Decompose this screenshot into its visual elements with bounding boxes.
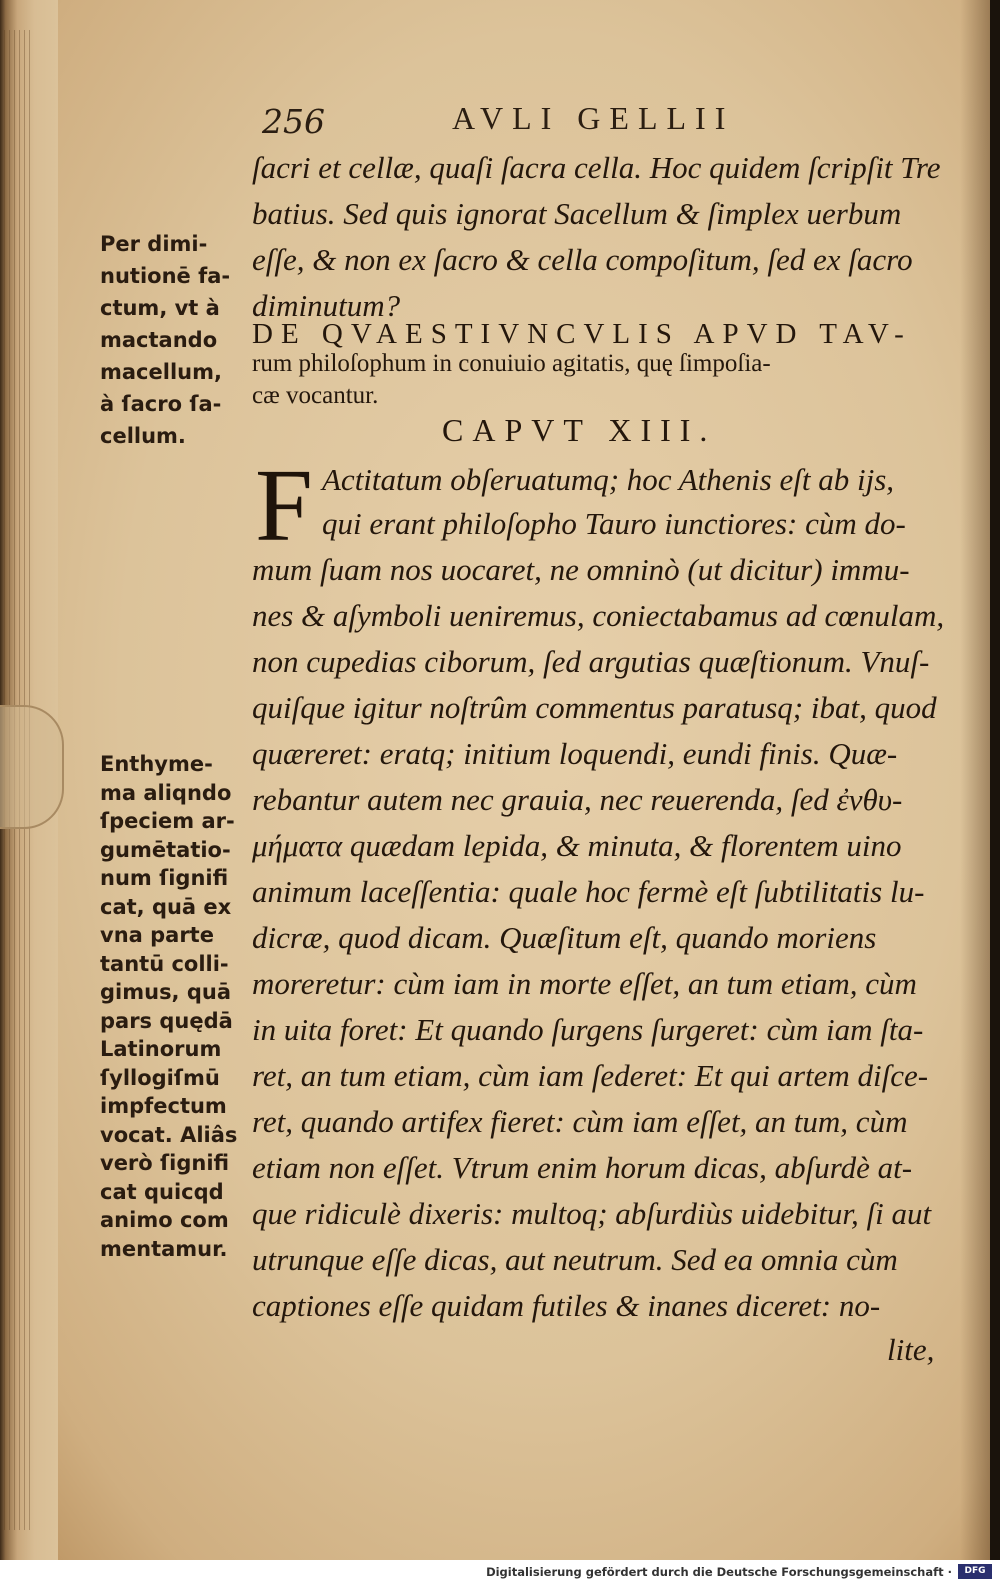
text-line: utrunque eſſe dicas, aut neutrum. Sed ea omnia cùm	[252, 1242, 898, 1277]
text-line: in uita foret: Et quando ſurgens ſurgeret: cùm iam ſta-	[252, 1012, 924, 1047]
text-line: dicræ, quod dicam. Quæſitum eſt, quando moriens	[252, 920, 877, 955]
text-line: etiam non eſſet. Vtrum enim horum dicas, abſurdè at-	[252, 1150, 913, 1185]
text-line: mum ſuam nos uocaret, ne omninò (ut dicitur) immu-	[252, 552, 910, 587]
marginal-line: ctum, vt à	[100, 296, 220, 320]
marginal-line: cellum.	[100, 424, 186, 448]
marginal-line: gimus, quā	[100, 980, 232, 1004]
text-line: ret, quando artifex fieret: cùm iam eſſet, an tum, cùm	[252, 1104, 908, 1139]
section-heading-line: rum philoſophum in conuiuio agitatis, quę ſimpoſia-	[252, 350, 771, 377]
text-line: quæreret: eratq; initium loquendi, eundi finis. Quæ-	[252, 736, 898, 771]
text-line: batius. Sed quis ignorat Sacellum & ſimplex uerbum	[252, 196, 902, 231]
marginal-line: pars quędā	[100, 1008, 233, 1033]
footer-bar	[0, 1560, 1000, 1584]
text-line: non cupedias ciborum, ſed argutias quæſtionum. Vnuſ-	[252, 644, 930, 679]
section-heading-line: DE QVAESTIVNCVLIS APVD TAV-	[252, 318, 912, 350]
marginal-line: mentamur.	[100, 1236, 228, 1261]
text-line: ret, an tum etiam, cùm iam ſederet: Et qui artem diſce-	[252, 1058, 929, 1093]
text-line: Actitatum obſeruatumq; hoc Athenis eſt ab ijs,	[322, 462, 895, 497]
marginal-line: mactando	[100, 328, 218, 352]
marginal-line: ſpeciem ar-	[100, 809, 235, 833]
marginal-line: tantū colli-	[100, 951, 229, 976]
text-line: ſacri et cellæ, quaſi ſacra cella. Hoc quidem ſcripſit Tre	[252, 150, 941, 185]
text-line: eſſe, & non ex ſacro & cella compoſitum, ſed ex ſacro	[252, 242, 913, 277]
marginal-line: gumētatio-	[100, 837, 231, 862]
section-heading-line: cæ vocantur.	[252, 382, 379, 409]
marginal-line: impfectum	[100, 1094, 227, 1118]
funding-notice: Digitalisierung gefördert durch die Deutsche Forschungsgemeinschaft ·	[486, 1565, 952, 1579]
marginal-line: num ſignifi	[100, 866, 229, 890]
text-line: animum laceſſentia: quale hoc fermè eſt ſubtilitatis lu-	[252, 874, 925, 909]
marginal-line: vocat. Aliâs	[100, 1122, 238, 1147]
text-line: μήματα quædam lepida, & minuta, & florentem uino	[252, 828, 902, 863]
marginal-line: cat, quā ex	[100, 894, 232, 919]
text-line: que ridiculè dixeris: multoq; abſurdiùs uidebitur, ſi aut	[252, 1196, 932, 1231]
marginal-line: Enthyme-	[100, 752, 213, 776]
marginal-line: verò ſignifi	[100, 1151, 230, 1175]
marginal-line: ſyllogiſmū	[100, 1065, 220, 1090]
marginal-line: vna parte	[100, 923, 214, 947]
marginal-line: Per dimi-	[100, 232, 208, 256]
page-number: 256	[262, 102, 325, 141]
marginal-line: ma aliqndo	[100, 780, 232, 805]
drop-initial: F	[255, 448, 313, 563]
running-head: AVLI GELLII	[452, 100, 735, 136]
clip-mark	[0, 705, 64, 829]
text-line: rebantur autem nec grauia, nec reuerenda, ſed ἐνθυ-	[252, 782, 903, 817]
marginal-line: macellum,	[100, 360, 222, 384]
text-line: qui erant philoſopho Tauro iunctiores: cùm do-	[322, 506, 906, 541]
text-line: moreretur: cùm iam in morte eſſet, an tum etiam, cùm	[252, 966, 917, 1001]
catchword: lite,	[887, 1332, 935, 1367]
page-header	[262, 100, 922, 150]
marginal-line: animo com	[100, 1208, 229, 1232]
dfg-logo: DFG	[958, 1564, 992, 1579]
text-line: diminutum?	[252, 288, 401, 323]
marginal-line: à ſacro ſa-	[100, 392, 222, 416]
text-line: quiſque igitur noſtrûm commentus paratusq; ibat, quod	[252, 690, 937, 725]
marginal-line: Latinorum	[100, 1037, 222, 1061]
gutter-shadow	[960, 0, 990, 1560]
text-line: captiones eſſe quidam futiles & inanes diceret: no-	[252, 1288, 881, 1323]
marginal-line: cat quicqd	[100, 1179, 224, 1204]
marginal-line: nutionē fa-	[100, 264, 231, 288]
text-line: nes & aſymboli ueniremus, coniectabamus ad cœnulam,	[252, 598, 945, 633]
chapter-title: CAPVT XIII.	[442, 412, 717, 448]
